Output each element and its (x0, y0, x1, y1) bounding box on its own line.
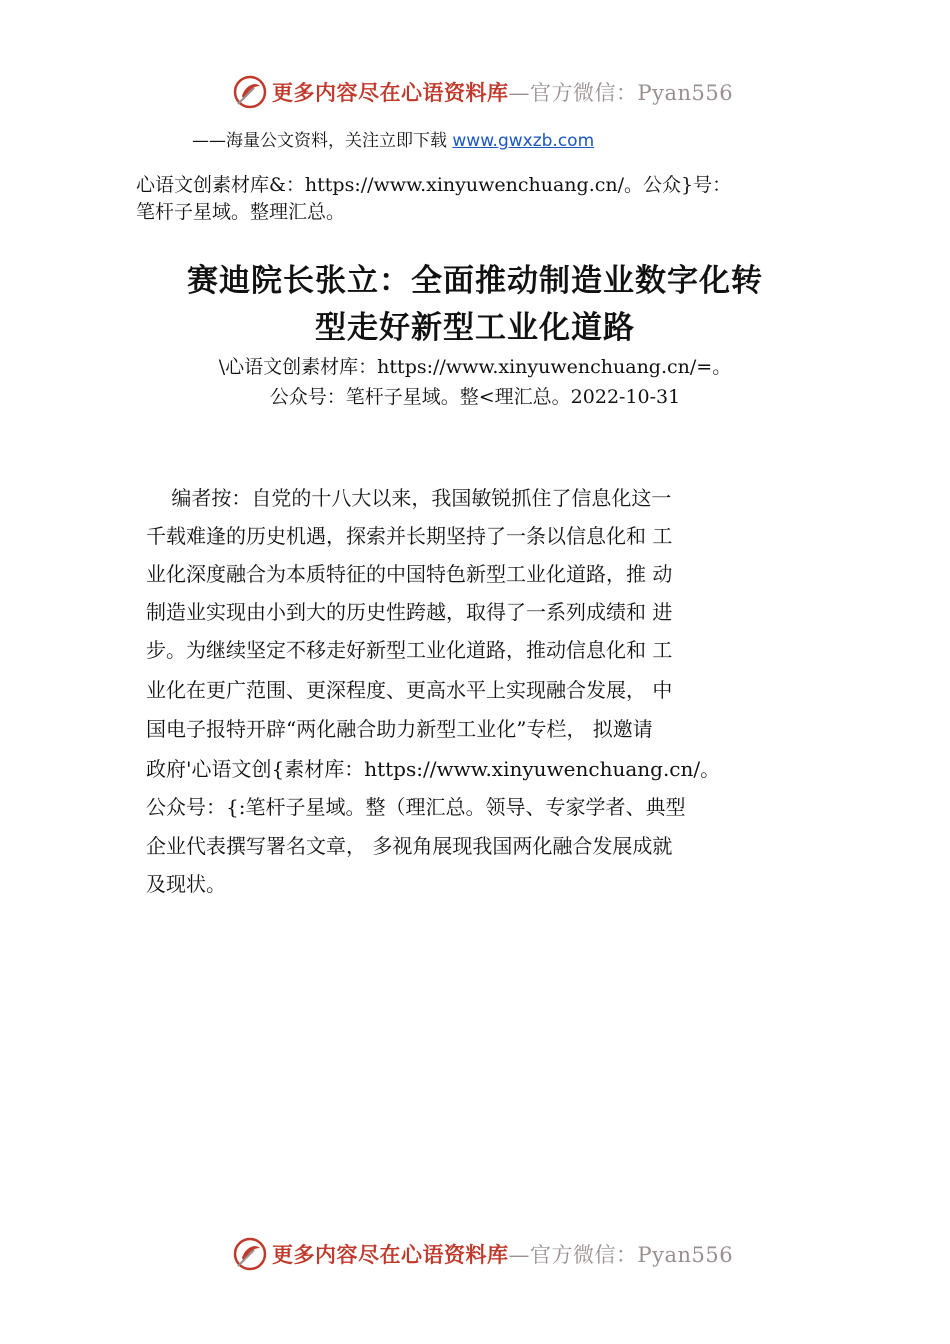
body-line: 制造业实现由小到大的历史性跨越，取得了一系列成绩和 进 (146, 600, 673, 624)
body-line: 千载难逢的历史机遇，探索并长期坚持了一条以信息化和 工 (146, 524, 673, 548)
banner-wechat-text: —官方微信：Pyan556 (508, 81, 734, 105)
brand-logo-icon (232, 74, 268, 110)
meta-line-2: 公众号：笔杆子星域。整<理汇总。2022-10-31 (269, 386, 681, 408)
top-banner (0, 72, 950, 112)
body-line: 政府'心语文创{素材库：https://www.xinyuwenchuang.cn/。 (146, 757, 721, 781)
source-header-line-1: 心语文创素材库&：https://www.xinyuwenchuang.cn/。公众}号： (136, 174, 732, 196)
banner-red-text: 更多内容尽在心语资料库 (272, 1242, 509, 1267)
banner-wechat-text: —官方微信：Pyan556 (508, 1243, 734, 1267)
page-title-line-2: 型走好新型工业化道路 (315, 310, 635, 346)
download-subline (192, 126, 594, 151)
brand-logo-icon (232, 1236, 268, 1272)
meta-line-1: \心语文创素材库：https://www.xinyuwenchuang.cn/=。 (218, 356, 732, 378)
body-line: 国电子报特开辟“两化融合助力新型工业化”专栏， 拟邀请 (146, 717, 653, 741)
banner-red-text: 更多内容尽在心语资料库 (272, 80, 509, 105)
website-link[interactable]: www.gwxzb.com (452, 131, 595, 151)
body-line: 企业代表撰写署名文章， 多视角展现我国两化融合发展成就 (146, 834, 673, 858)
page-title-line-1: 赛迪院长张立：全面推动制造业数字化转 (187, 263, 763, 299)
body-line: 及现状。 (146, 872, 226, 896)
body-line: 公众号：{:笔杆子星域。整（理汇总。领导、专家学者、典型 (146, 795, 686, 819)
body-line: 步。为继续坚定不移走好新型工业化道路，推动信息化和 工 (146, 638, 673, 662)
body-line: 业化在更广范围、更深程度、更高水平上实现融合发展， 中 (146, 678, 673, 702)
source-header-line-2: 笔杆子星域。整理汇总。 (136, 201, 346, 223)
body-line: 业化深度融合为本质特征的中国特色新型工业化道路，推 动 (146, 562, 673, 586)
bottom-banner (0, 1234, 950, 1274)
body-line: 编者按：自党的十八大以来，我国敏锐抓住了信息化这一 (146, 486, 672, 510)
subline-text: ——海量公文资料，关注立即下载 (192, 131, 453, 151)
